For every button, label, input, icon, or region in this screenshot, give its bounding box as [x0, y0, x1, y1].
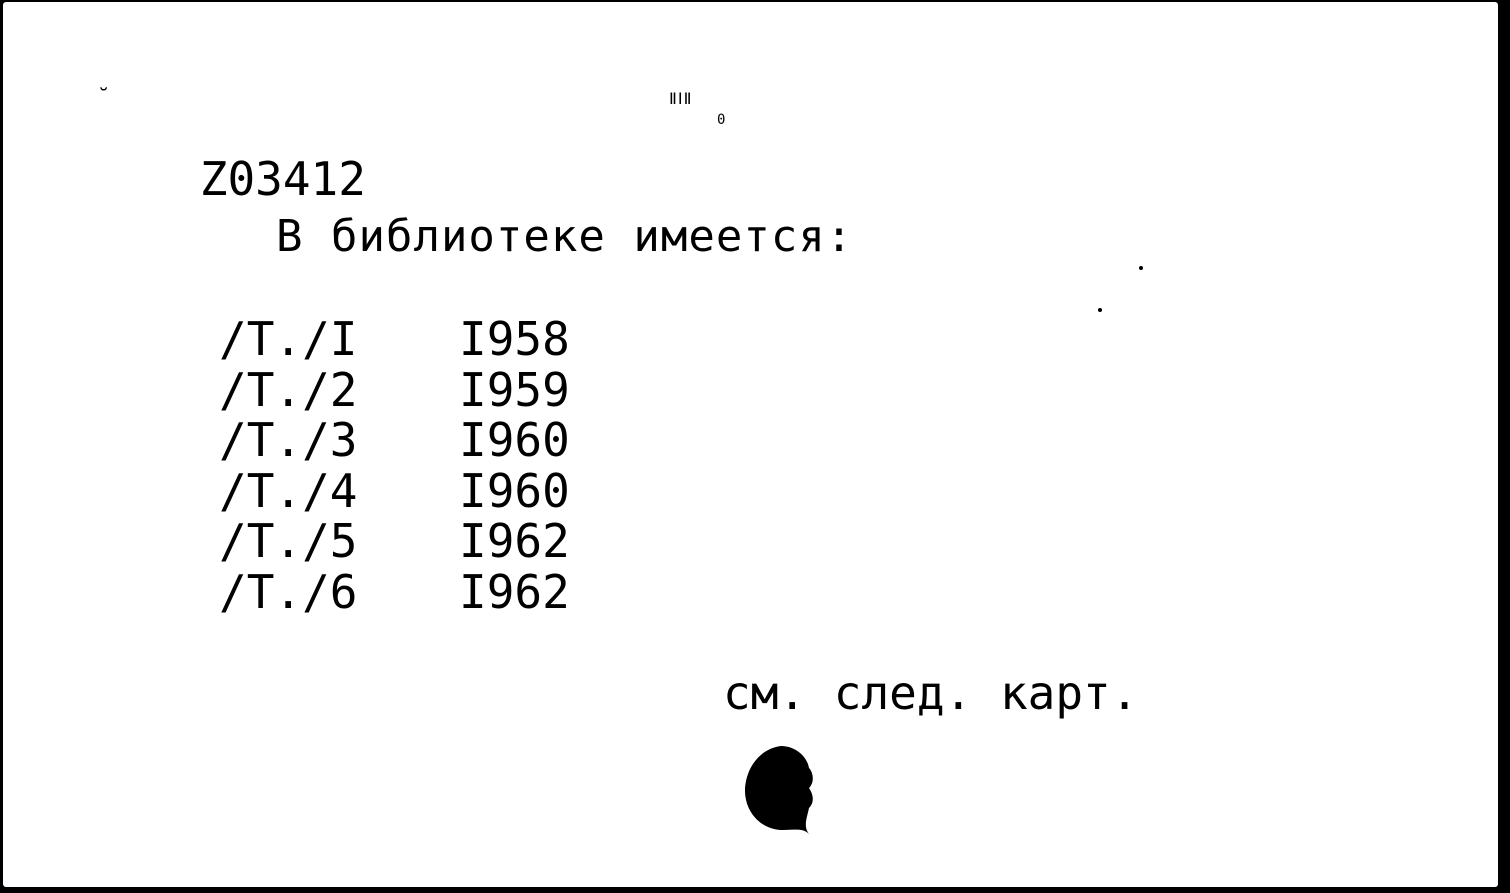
holding-year: I962 — [459, 564, 570, 619]
holding-volume: /Т./3 — [219, 413, 358, 467]
catalog-card — [3, 2, 1498, 887]
holding-volume: /Т./I — [219, 312, 358, 366]
ink-speck — [1098, 308, 1102, 312]
holding-volume: /Т./4 — [219, 463, 358, 518]
ink-speck — [1139, 266, 1143, 270]
holding-year: I960 — [459, 413, 570, 467]
holding-year: I959 — [459, 362, 570, 417]
call-number-text: Z03412 — [199, 152, 366, 206]
call-number — [89, 86, 366, 294]
catalog-hole-blot — [745, 742, 817, 836]
holding-year: I960 — [459, 463, 570, 518]
holding-volume: /Т./6 — [219, 564, 358, 619]
holding-year: I958 — [459, 312, 570, 366]
holding-year: I962 — [459, 514, 570, 568]
holdings-heading: В библиотеке имеется: — [276, 211, 854, 262]
see-next-card-note: см. след. карт. — [723, 666, 1139, 720]
stamp-mark-sub: 0 — [717, 112, 726, 128]
call-number-diacritic: ˘ — [97, 86, 111, 111]
holding-volume: /Т./2 — [219, 362, 358, 417]
stamp-mark: ⅡⅠⅡ — [669, 89, 693, 108]
holding-volume: /Т./5 — [219, 514, 358, 568]
